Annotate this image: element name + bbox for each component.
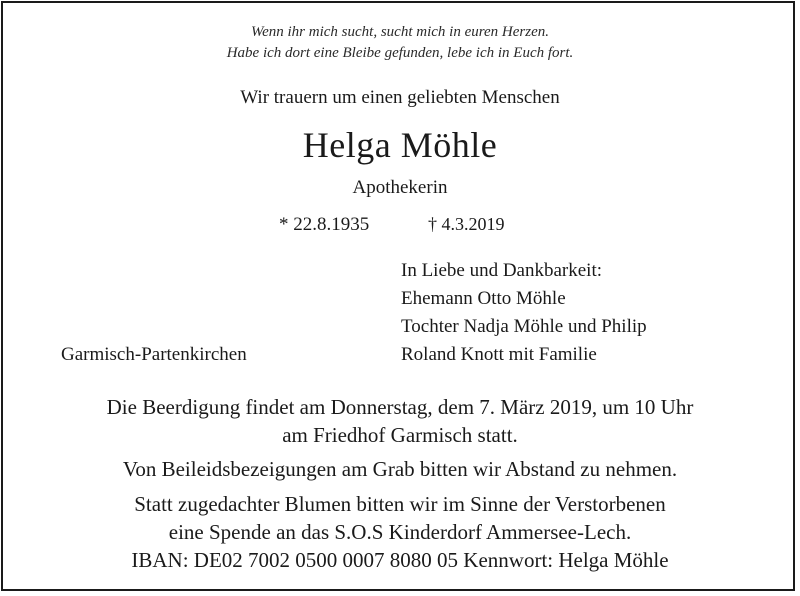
intro-text: Wir trauern um einen geliebten Menschen bbox=[240, 87, 560, 108]
donation-line-2: eine Spende an das S.O.S Kinderdorf Ammersee-Lech. bbox=[168, 520, 632, 544]
donation-iban: IBAN: DE02 7002 0500 0007 8080 05 Kennwort: Helga Möhle bbox=[131, 548, 669, 572]
condolence-text: Von Beileidsbezeigungen am Grab bitten wir Abstand zu nehmen. bbox=[122, 457, 678, 481]
deceased-name: Helga Möhle bbox=[302, 125, 498, 165]
birth-date: * 22.8.1935 bbox=[279, 214, 370, 235]
quote-line-2: Habe ich dort eine Bleibe gefunden, lebe ich in Euch fort. bbox=[226, 45, 574, 61]
mourner-line: Tochter Nadja Möhle und Philip bbox=[401, 316, 647, 337]
mourners-heading: In Liebe und Dankbarkeit: bbox=[401, 260, 603, 281]
funeral-line-2: am Friedhof Garmisch statt. bbox=[282, 423, 518, 447]
place-name: Garmisch-Partenkirchen bbox=[61, 344, 247, 365]
donation-line-1: Statt zugedachter Blumen bitten wir im Sinne der Verstorbenen bbox=[134, 492, 666, 516]
death-date: † 4.3.2019 bbox=[428, 214, 505, 234]
mourner-line: Ehemann Otto Möhle bbox=[401, 288, 566, 309]
deceased-profession: Apothekerin bbox=[352, 177, 448, 198]
quote-line-1: Wenn ihr mich sucht, sucht mich in euren Herzen. bbox=[250, 24, 549, 40]
funeral-line-1: Die Beerdigung findet am Donnerstag, dem 7. März 2019, um 10 Uhr bbox=[106, 395, 694, 419]
mourner-line: Roland Knott mit Familie bbox=[401, 344, 597, 365]
